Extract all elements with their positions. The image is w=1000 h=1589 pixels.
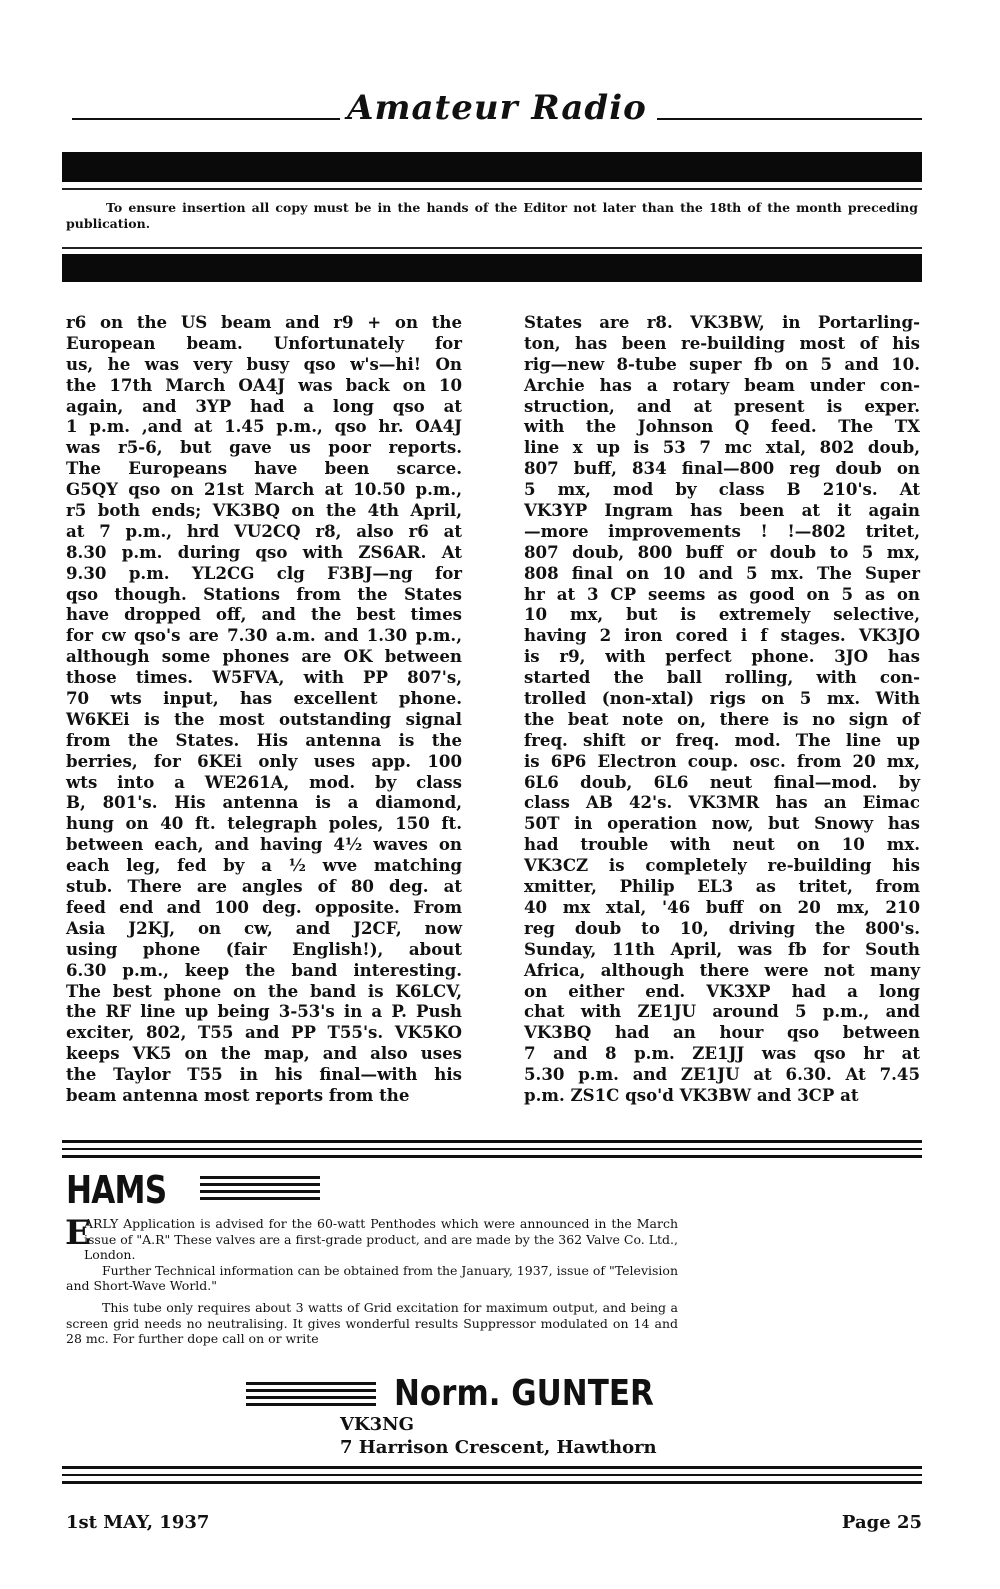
article-line: xmitter, Philip EL3 as tritet, from xyxy=(524,876,920,897)
article-line: ton, has been re-building most of his xyxy=(524,332,920,353)
ad-top-rule xyxy=(62,1155,922,1158)
article-line: 6.30 p.m., keep the band interesting. xyxy=(66,959,462,980)
article-line: wts into a WE261A, mod. by class xyxy=(66,771,462,792)
ad-top-rule xyxy=(62,1140,922,1143)
article-line: is 6P6 Electron coup. osc. from 20 mx, xyxy=(524,750,920,771)
drop-cap: E xyxy=(65,1213,91,1253)
article-line: 6L6 doub, 6L6 neut final—mod. by xyxy=(524,771,920,792)
ad-top-rule xyxy=(62,1148,922,1150)
heading-stripes xyxy=(200,1176,320,1204)
article-line: hung on 40 ft. telegraph poles, 150 ft. xyxy=(66,813,462,834)
article-line: Asia J2KJ, on cw, and J2CF, now xyxy=(66,917,462,938)
divider-rule xyxy=(62,188,922,190)
article-line: the Taylor T55 in his final—with his xyxy=(66,1064,462,1085)
article-line: p.m. ZS1C qso'd VK3BW and 3CP at xyxy=(524,1084,859,1105)
masthead-title: Amateur Radio xyxy=(347,88,647,128)
article-line: those times. W5FVA, with PP 807's, xyxy=(66,667,462,688)
article-line: keeps VK5 on the map, and also uses xyxy=(66,1043,462,1064)
ad-bottom-rule xyxy=(62,1466,922,1469)
article-line: although some phones are OK between xyxy=(66,646,462,667)
article-line: hr at 3 CP seems as good on 5 as on xyxy=(524,583,920,604)
article-line: struction, and at present is exper. xyxy=(524,395,920,416)
article-left-column xyxy=(66,312,462,1106)
signature-stripes xyxy=(246,1382,376,1410)
page-number: Page 25 xyxy=(841,1512,922,1533)
article-line: States are r8. VK3BW, in Portarling- xyxy=(524,312,920,332)
article-line: started the ball rolling, with con- xyxy=(524,667,920,688)
divider-rule xyxy=(62,247,922,249)
ad-bottom-rule xyxy=(62,1481,922,1484)
black-banner-bottom xyxy=(62,254,922,282)
article-line: 5.30 p.m. and ZE1JU at 6.30. At 7.45 xyxy=(524,1064,920,1085)
masthead xyxy=(62,86,922,136)
article-line: G5QY qso on 21st March at 10.50 p.m., xyxy=(66,479,462,500)
issue-date: 1st MAY, 1937 xyxy=(66,1512,210,1533)
article-line: had trouble with neut on 10 mx. xyxy=(524,834,920,855)
article-line: is r9, with perfect phone. 3JO has xyxy=(524,646,920,667)
article-line: VK3YP Ingram has been at it again xyxy=(524,500,920,521)
article-line: having 2 iron cored i f stages. VK3JO xyxy=(524,625,920,646)
article-line: line x up is 53 7 mc xtal, 802 doub, xyxy=(524,437,920,458)
article-line: between each, and having 4½ waves on xyxy=(66,834,462,855)
article-line: 50T in operation now, but Snowy has xyxy=(524,813,920,834)
article-line: using phone (fair English!), about xyxy=(66,938,462,959)
ad-signature xyxy=(246,1372,686,1416)
article-line: Sunday, 11th April, was fb for South xyxy=(524,938,920,959)
article-line: the beat note on, there is no sign of xyxy=(524,708,920,729)
advertiser-address: 7 Harrison Crescent, Hawthorn xyxy=(340,1437,657,1458)
article-line: 70 wts input, has excellent phone. xyxy=(66,688,462,709)
article-line: The best phone on the band is K6LCV, xyxy=(66,980,462,1001)
ad-paragraph: This tube only requires about 3 watts of Grid excitation for maximum output, and being a screen grid needs no neutralising. It gives wonderful results Suppressor modulated on 14 and 28 mc. For further dope call on or write xyxy=(66,1299,678,1347)
advertiser-name: Norm. GUNTER xyxy=(394,1373,654,1414)
article-line: VK3CZ is completely re-building his xyxy=(524,855,920,876)
article-line: with the Johnson Q feed. The TX xyxy=(524,416,920,437)
article-line: The Europeans have been scarce. xyxy=(66,458,462,479)
article-line: 808 final on 10 and 5 mx. The Super xyxy=(524,562,920,583)
article-line: 8.30 p.m. during qso with ZS6AR. At xyxy=(66,541,462,562)
article-line: from the States. His antenna is the xyxy=(66,729,462,750)
ad-paragraph: Further Technical information can be obtained from the January, 1937, issue of "Television and Short-Wave World." xyxy=(66,1262,678,1294)
article-line: B, 801's. His antenna is a diamond, xyxy=(66,792,462,813)
article-line: r6 on the US beam and r9 + on the xyxy=(66,312,462,332)
article-line: exciter, 802, T55 and PP T55's. VK5KO xyxy=(66,1022,462,1043)
ad-bottom-rule xyxy=(62,1474,922,1476)
article-line: have dropped off, and the best times xyxy=(66,604,462,625)
article-line: the 17th March OA4J was back on 10 xyxy=(66,374,462,395)
article-line: the RF line up being 3-53's in a P. Push xyxy=(66,1001,462,1022)
article-line: trolled (non-xtal) rigs on 5 mx. With xyxy=(524,688,920,709)
article-line: feed end and 100 deg. opposite. From xyxy=(66,896,462,917)
masthead-rule-left xyxy=(72,118,340,120)
editor-notice: To ensure insertion all copy must be in the hands of the Editor not later than the 18th of the month preceding publication. xyxy=(66,200,918,231)
article-line: freq. shift or freq. mod. The line up xyxy=(524,729,920,750)
article-line: 807 doub, 800 buff or doub to 5 mx, xyxy=(524,541,920,562)
article-line: stub. There are angles of 80 deg. at xyxy=(66,876,462,897)
article-line: W6KEi is the most outstanding signal xyxy=(66,708,462,729)
article-line: at 7 p.m., hrd VU2CQ r8, also r6 at xyxy=(66,520,462,541)
article-line: each leg, fed by a ½ wve matching xyxy=(66,855,462,876)
article-line: rig—new 8-tube super fb on 5 and 10. xyxy=(524,353,920,374)
article-line: 7 and 8 p.m. ZE1JJ was qso hr at xyxy=(524,1043,920,1064)
article-line: 5 mx, mod by class B 210's. At xyxy=(524,479,920,500)
ad-body xyxy=(65,1213,678,1347)
masthead-rule-right xyxy=(657,118,922,120)
article-line: beam antenna most reports from the xyxy=(66,1084,410,1105)
article-line: reg doub to 10, driving the 800's. xyxy=(524,917,920,938)
article-line: us, he was very busy qso w's—hi! On xyxy=(66,353,462,374)
article-line: 807 buff, 834 final—800 reg doub on xyxy=(524,458,920,479)
article-line: r5 both ends; VK3BQ on the 4th April, xyxy=(66,500,462,521)
article-line: for cw qso's are 7.30 a.m. and 1.30 p.m., xyxy=(66,625,462,646)
article-line: berries, for 6KEi only uses app. 100 xyxy=(66,750,462,771)
article-line: was r5-6, but gave us poor reports. xyxy=(66,437,462,458)
article-line: chat with ZE1JU around 5 p.m., and xyxy=(524,1001,920,1022)
article-line: qso though. Stations from the States xyxy=(66,583,462,604)
black-banner-top xyxy=(62,152,922,182)
ad-paragraph: ARLY Application is advised for the 60-watt Penthodes which were announced in the March issue of "A.R" These valves are a first-grade product, and are made by the 362 Valve Co. Ltd., London. xyxy=(84,1216,678,1263)
article-line: —more improvements ! !—802 tritet, xyxy=(524,520,920,541)
article-line: 1 p.m. ,and at 1.45 p.m., qso hr. OA4J xyxy=(66,416,462,437)
article-line: 40 mx xtal, '46 buff on 20 mx, 210 xyxy=(524,896,920,917)
article-line: Africa, although there were not many xyxy=(524,959,920,980)
article-line: again, and 3YP had a long qso at xyxy=(66,395,462,416)
advertiser-callsign: VK3NG xyxy=(340,1414,414,1435)
article-line: 9.30 p.m. YL2CG clg F3BJ—ng for xyxy=(66,562,462,583)
article-right-column xyxy=(524,312,920,1106)
ad-heading: HAMS xyxy=(66,1168,167,1212)
article-line: Archie has a rotary beam under con- xyxy=(524,374,920,395)
article-line: on either end. VK3XP had a long xyxy=(524,980,920,1001)
article-line: VK3BQ had an hour qso between xyxy=(524,1022,920,1043)
article-line: European beam. Unfortunately for xyxy=(66,332,462,353)
article-line: class AB 42's. VK3MR has an Eimac xyxy=(524,792,920,813)
article-line: 10 mx, but is extremely selective, xyxy=(524,604,920,625)
